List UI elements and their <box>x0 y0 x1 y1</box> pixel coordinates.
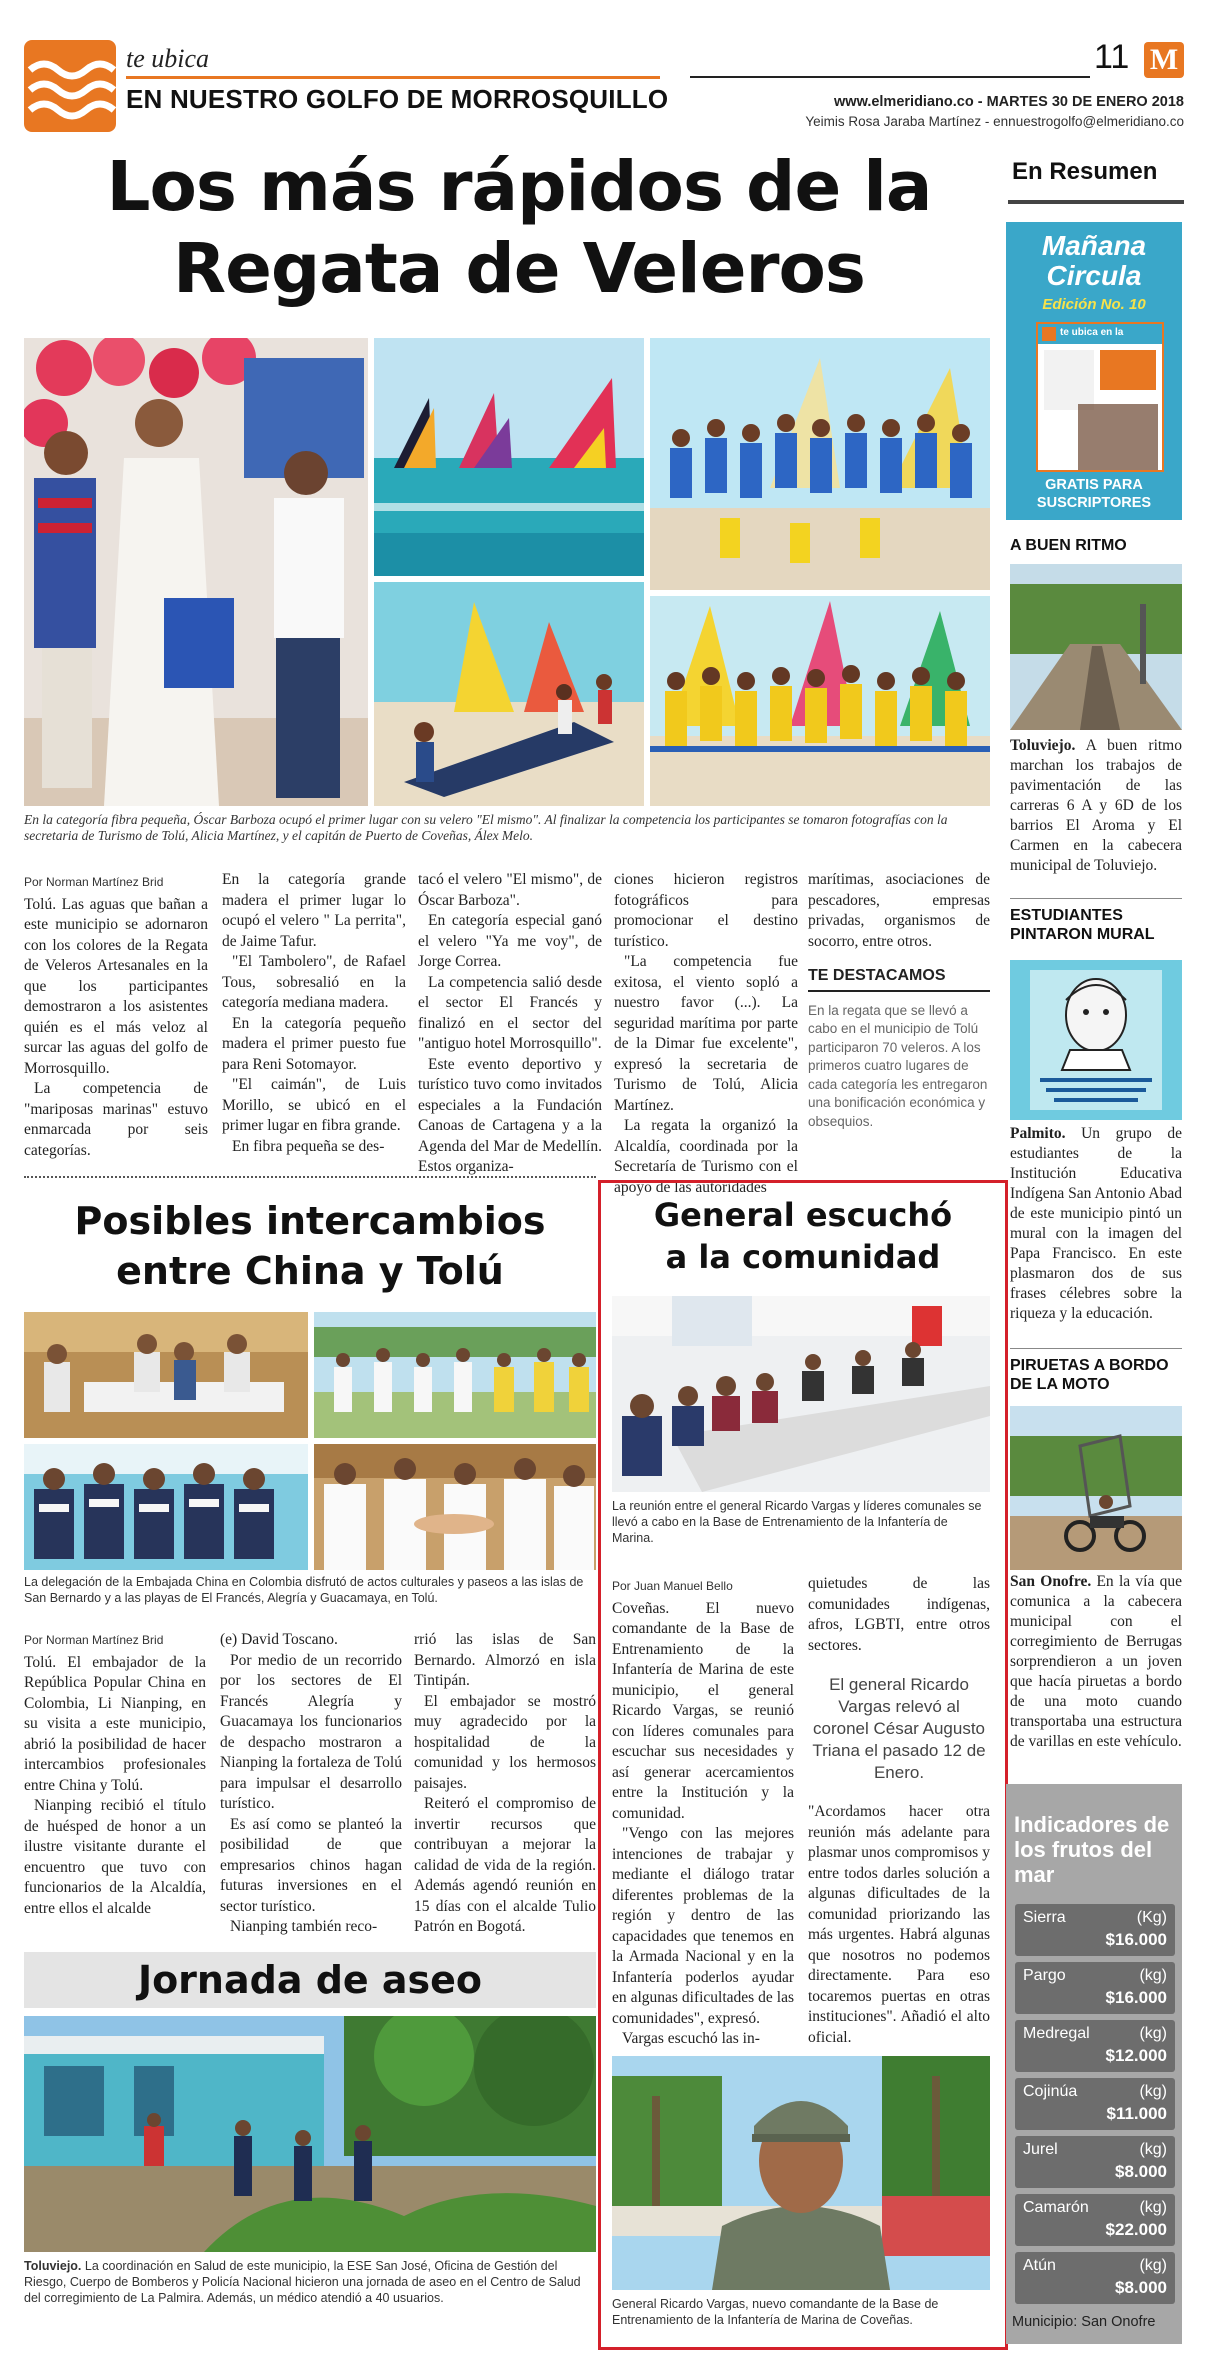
price-row <box>1015 2136 1175 2188</box>
prices-footer: Municipio: San Onofre <box>1012 2314 1156 2330</box>
photo-group-in-blue <box>650 338 990 590</box>
price-value: $22.000 <box>1105 2220 1167 2239</box>
section-logo <box>24 40 116 132</box>
main-col4-p1: ciones hicieron registros fotográficos para promocionar el destino turístico. <box>614 871 798 950</box>
general-col1-p2: "Vengo con las mejores intenciones de trabajar y mediante el diálogo tratar diferentes problemas de la región y dentro de las capacidades que tenemos en la Armada Nacional y en la Infantería poderlos ayudar en algunas dificultades de las comunidades", expresó. <box>612 1825 794 2027</box>
main-col3-p1: tacó el velero "El mismo", de Óscar Barboza". <box>418 871 602 909</box>
main-col1-p1: Tolú. Las aguas que bañan a este municipio se adornaron con los colores de la Regata de Veleros Artesanales en la que los participantes demostraron a los asistentes quién es el más veloz al surcar las aguas del golfo de Morrosquillo. <box>24 895 208 1077</box>
general-headline-line1: General escuchó <box>653 1196 953 1234</box>
general-pullquote: El general Ricardo Vargas relevó al coronel César Augusto Triana el pasado 12 de Enero. <box>812 1675 986 1782</box>
sidebar-item2-lead: Palmito. <box>1010 1125 1066 1142</box>
general-col1-p3: Vargas escuchó las in- <box>622 2030 760 2047</box>
price-name: Jurel <box>1023 2141 1058 2158</box>
china-headline <box>24 1196 596 1296</box>
china-byline: Por Norman Martínez Brid <box>24 1633 164 1647</box>
promo-mini-text: te ubica en la <box>1060 327 1124 338</box>
price-name: Sierra <box>1023 1909 1066 1926</box>
sidebar-item1-text <box>1010 736 1182 876</box>
main-col-4 <box>614 870 798 1198</box>
section-divider-dotted <box>24 1176 596 1178</box>
sidebar-title-rule <box>1008 200 1184 204</box>
promo-line1: Mañana <box>1041 230 1147 261</box>
section-title: EN NUESTRO GOLFO DE MORROSQUILLO <box>126 84 669 114</box>
photo-road-works <box>1010 564 1182 730</box>
price-value: $8.000 <box>1115 2278 1167 2297</box>
price-row <box>1015 2020 1175 2072</box>
photo-moto-stunt <box>1010 1406 1182 1570</box>
photo-group-in-yellow <box>650 596 990 806</box>
price-value: $11.000 <box>1106 2104 1167 2123</box>
sidebar-item3-title: PIRUETAS A BORDO DE LA MOTO <box>1010 1357 1169 1393</box>
china-col2-p1: (e) David Toscano. <box>220 1631 338 1648</box>
section-rule <box>126 76 660 79</box>
highlight-title: TE DESTACAMOS <box>808 966 990 992</box>
main-col4-p2: "La competencia fue exitosa, el viento sopló a nuestro favor (...). La seguridad marítima por parte de la Dimar fue excelente", expresó la secretaria de Turismo de Tolú, Alicia Martínez. <box>614 953 798 1114</box>
china-col1-p1: Tolú. El embajador de la República Popular China en Colombia, Li Nianping, en su visita a este municipio, abrió la posibilidad de hacer intercambios profesionales entre China y Tolú. <box>24 1653 206 1794</box>
price-value: $16.000 <box>1105 1988 1167 2007</box>
main-col2-p2: "El Tambolero", de Rafael Tous, sobresalió en la categoría mediana madera. <box>222 953 406 1011</box>
main-col2-p4: "El caimán", de Luis Morillo, se ubicó en el primer lugar en fibra grande. <box>222 1076 406 1134</box>
photo-embassy-meeting <box>24 1312 308 1438</box>
author-email: Yeimis Rosa Jaraba Martínez - ennuestrogolfo@elmeridiano.co <box>805 114 1184 129</box>
sidebar-item2-body: Un grupo de estudiantes de la Institución Educativa Indígena San Antonio Abad de este municipio pintó un mural con la imagen del Papa Francisco. En este plasmaron dos de sus frases célebres sobre la riqueza y la educación. <box>1010 1125 1182 1322</box>
promo-mini-cover <box>1036 322 1164 472</box>
prices-title: Indicadores de los frutos del mar <box>1014 1812 1170 1887</box>
aseo-caption-text: La coordinación en Salud de este municipio, la ESE San José, Oficina de Gestión del Riesgo, Cuerpo de Bomberos y Policía Nacional hicieron una jornada de aseo en el Centro de Salud del corregimiento de La Palmira. Además, un médico atendió a 40 usuarios. <box>24 2259 581 2305</box>
china-col2-p4: Nianping también reco- <box>230 1918 378 1935</box>
price-value: $16.000 <box>1105 1930 1167 1949</box>
main-col3-p3: La competencia salió desde el sector El Francés y finalizó en el sector del "antiguo hotel Morrosquillo". <box>418 973 602 1052</box>
aseo-headline: Jornada de aseo <box>137 1958 483 2002</box>
general-col-2 <box>808 1574 990 2048</box>
general-col2-p1: quietudes de las comunidades indígenas, afros, LGBTI, entre otros sectores. <box>808 1575 990 1654</box>
main-col5-p1: marítimas, asociaciones de pescadores, empresas privadas, organismos de socorro, entre otros. <box>808 871 990 950</box>
photo-officials-with-gift <box>24 338 368 806</box>
promo-mini-logo <box>1042 327 1056 341</box>
sidebar-item2-text <box>1010 1124 1182 1324</box>
price-name: Atún <box>1023 2257 1056 2274</box>
photo-sailors-on-beach <box>374 582 644 806</box>
price-unit: (kg) <box>1139 2025 1167 2042</box>
general-portrait-caption: General Ricardo Vargas, nuevo comandante de la Base de Entrenamiento de la Infantería de Marina de Coveñas. <box>612 2297 939 2327</box>
general-col-1 <box>612 1576 794 2050</box>
price-name: Medregal <box>1023 2025 1090 2042</box>
china-col-3 <box>414 1630 596 1938</box>
price-name: Camarón <box>1023 2199 1089 2216</box>
price-row <box>1015 2252 1175 2304</box>
china-headline-line1: Posibles intercambios <box>74 1199 546 1243</box>
price-unit: (Kg) <box>1136 1909 1167 1926</box>
china-photo-caption: La delegación de la Embajada China en Colombia disfrutó de actos culturales y paseos a las islas de San Bernardo y a las playas de El Francés, Alegría y Guacamaya, en Tolú. <box>24 1575 584 1605</box>
main-headline <box>24 146 1014 310</box>
main-col2-p5: En fibra pequeña se des- <box>232 1137 385 1155</box>
promo-edition: Edición No. 10 <box>1042 296 1146 313</box>
china-col1-p2: Nianping recibió el título de huésped de honor a un ilustre visitante durante el encuentro que tuvo con funcionarios de la Alcaldía, entre ellos el alcalde <box>24 1797 206 1917</box>
section-small-label: te ubica <box>126 44 210 73</box>
china-col2-p3: Es así como se planteó la posibilidad de que empresarios chinos hagan futuras inversiones en el sector turístico. <box>220 1815 402 1915</box>
promo-footer: GRATIS PARA SUSCRIPTORES <box>1036 477 1152 511</box>
main-col2-p3: En la categoría pequeño madera el primer puesto fue para Reni Sotomayor. <box>222 1014 406 1073</box>
price-unit: (kg) <box>1139 2199 1167 2216</box>
photo-dancers <box>314 1312 596 1438</box>
general-col1-p1: Coveñas. El nuevo comandante de la Base de Entrenamiento de la Infantería de Marina de este municipio, el general Ricardo Vargas, se reunió con líderes comunales para escuchar sus necesidades y así generar acercamientos entre la Institución y la comunidad. <box>612 1599 794 1822</box>
price-row <box>1015 1962 1175 2014</box>
main-headline-line2: Regata de Veleros <box>172 229 866 309</box>
general-col2-p2: "Acordamos hacer otra reunión más adelante para plasmar unos compromisos y entre todos darles solución a algunas dificultades de la comunidad priorizando las más urgentes. Habrá algunas que nosotros no podemos directamente. Para eso tocaremos puertas en otras instituciones". Añadió el alto oficial. <box>808 1803 990 2046</box>
sidebar-item3-lead: San Onofre. <box>1010 1573 1092 1590</box>
sidebar-item3-text <box>1010 1572 1182 1752</box>
china-col3-p3: Reiteró el compromiso de invertir recursos que contribuyan a mejorar la calidad de vida de la región. Además agendó reunión en 15 días con el alcalde Tulio Patrón en Bogotá. <box>414 1795 596 1935</box>
general-headline-line2: a la comunidad <box>665 1238 941 1276</box>
general-headline <box>602 1194 1004 1278</box>
sidebar-rule-2 <box>1010 898 1182 899</box>
sidebar-item1-title: A BUEN RITMO <box>1010 537 1127 554</box>
sidebar-item2-title: ESTUDIANTES PINTARON MURAL <box>1010 907 1155 943</box>
price-row <box>1015 1904 1175 1956</box>
main-col4-p3: La regata la organizó la Alcaldía, coordinada por la Secretaría de Turismo con el apoyo de las autoridades <box>614 1117 798 1196</box>
price-unit: (kg) <box>1139 2083 1167 2100</box>
price-unit: (kg) <box>1139 2141 1167 2158</box>
price-unit: (kg) <box>1139 1967 1167 1984</box>
general-photo-caption: La reunión entre el general Ricardo Vargas y líderes comunales se llevó a cabo en la Base de Entrenamiento de la Infantería de Marina. <box>612 1499 982 1545</box>
main-col3-p2: En categoría especial ganó el velero "Ya me voy", de Jorge Correa. <box>418 912 602 970</box>
header-rule <box>690 76 1090 78</box>
main-byline: Por Norman Martínez Brid <box>24 875 164 889</box>
wave-icon <box>24 40 116 132</box>
sidebar-item3-body: En la vía que comunica a la cabecera municipal con el corregimiento de Berrugas sorprendieron a un joven que hacía piruetas a bordo de una moto cuando transportaba una estructura de varillas en este vehículo. <box>1010 1573 1182 1750</box>
china-headline-line2: entre China y Tolú <box>116 1249 504 1293</box>
china-col-1 <box>24 1630 206 1919</box>
china-col3-p2: El embajador se mostró muy agradecido por la hospitalidad de la comunidad y los hermosos paisajes. <box>414 1692 596 1792</box>
price-row <box>1015 2194 1175 2246</box>
price-name: Cojinúa <box>1023 2083 1078 2100</box>
sidebar-item1-body: A buen ritmo marchan los trabajos de pavimentación de las carreras 6 A y 6D de los barrios El Aroma y El Carmen en la cabecera municipal de Toluviejo. <box>1010 737 1182 874</box>
sidebar-rule-3 <box>1010 1348 1182 1349</box>
main-col-1 <box>24 872 208 1161</box>
main-col2-p1: En la categoría grande madera el primer lugar lo ocupó el velero " La perrita", de Jaime Tafur. <box>222 871 406 950</box>
china-col3-p1: rrió las islas de San Bernardo. Almorzó en isla Tintipán. <box>414 1631 596 1689</box>
price-row <box>1015 2078 1175 2130</box>
brand-logo: M <box>1144 42 1184 78</box>
photo-general-portrait <box>612 2056 990 2290</box>
photo-cleanup-crew <box>24 2016 596 2252</box>
aseo-caption-lead: Toluviejo. <box>24 2259 82 2273</box>
main-headline-line1: Los más rápidos de la <box>106 147 932 227</box>
photo-pope-mural <box>1010 960 1182 1120</box>
photo-community-meeting <box>612 1296 990 1492</box>
sidebar-item1-lead: Toluviejo. <box>1010 737 1076 754</box>
china-col2-p2: Por medio de un recorrido por los sectores de El Francés Alegría y Guacamaya los funcionarios de despacho mostraron a Nianping la fortaleza de Tolú para impulsar el desarrollo turístico. <box>220 1651 402 1812</box>
aseo-caption <box>24 2258 596 2306</box>
highlight-text: En la regata que se llevó a cabo en el municipio de Tolú participaron 70 veleros. A los primeros cuatro lugares de cada categoría les entregaron una bonificación económica y obsequios. <box>808 1002 988 1129</box>
sidebar-title: En Resumen <box>1012 158 1158 185</box>
photo-delegation-life-vests <box>24 1444 308 1570</box>
price-unit: (kg) <box>1139 2257 1167 2274</box>
photo-sailboats-at-sea <box>374 338 644 576</box>
main-col-2 <box>222 870 406 1157</box>
price-value: $12.000 <box>1105 2046 1167 2065</box>
sidebar-promo <box>1006 222 1182 520</box>
main-col1-p2: La competencia de "mariposas marinas" estuvo enmarcada por seis categorías. <box>24 1080 208 1159</box>
site-date: www.elmeridiano.co - MARTES 30 DE ENERO 2018 <box>834 94 1184 110</box>
photo-joined-hands <box>314 1444 596 1570</box>
main-photo-caption: En la categoría fibra pequeña, Óscar Barboza ocupó el primer lugar con su velero "El mismo". Al finalizar la competencia los participantes se tomaron fotografías con la secretaria de Turismo de Tolú, Alicia Martínez, y el capitán de Puerto de Coveñas, Álex Melo. <box>24 812 948 843</box>
main-col-5 <box>808 870 990 1131</box>
page-number: 11 <box>1094 38 1130 76</box>
price-name: Pargo <box>1023 1967 1066 1984</box>
main-col3-p4: Este evento deportivo y turístico tuvo como invitados especiales a la Fundación Canoas de Cartagena y a la Agenda del Mar de Medellín. Estos organiza- <box>418 1055 602 1175</box>
price-value: $8.000 <box>1115 2162 1167 2181</box>
promo-line2: Circula <box>1046 260 1142 291</box>
main-col-3 <box>418 870 602 1178</box>
china-col-2 <box>220 1630 402 1938</box>
general-byline: Por Juan Manuel Bello <box>612 1579 733 1593</box>
